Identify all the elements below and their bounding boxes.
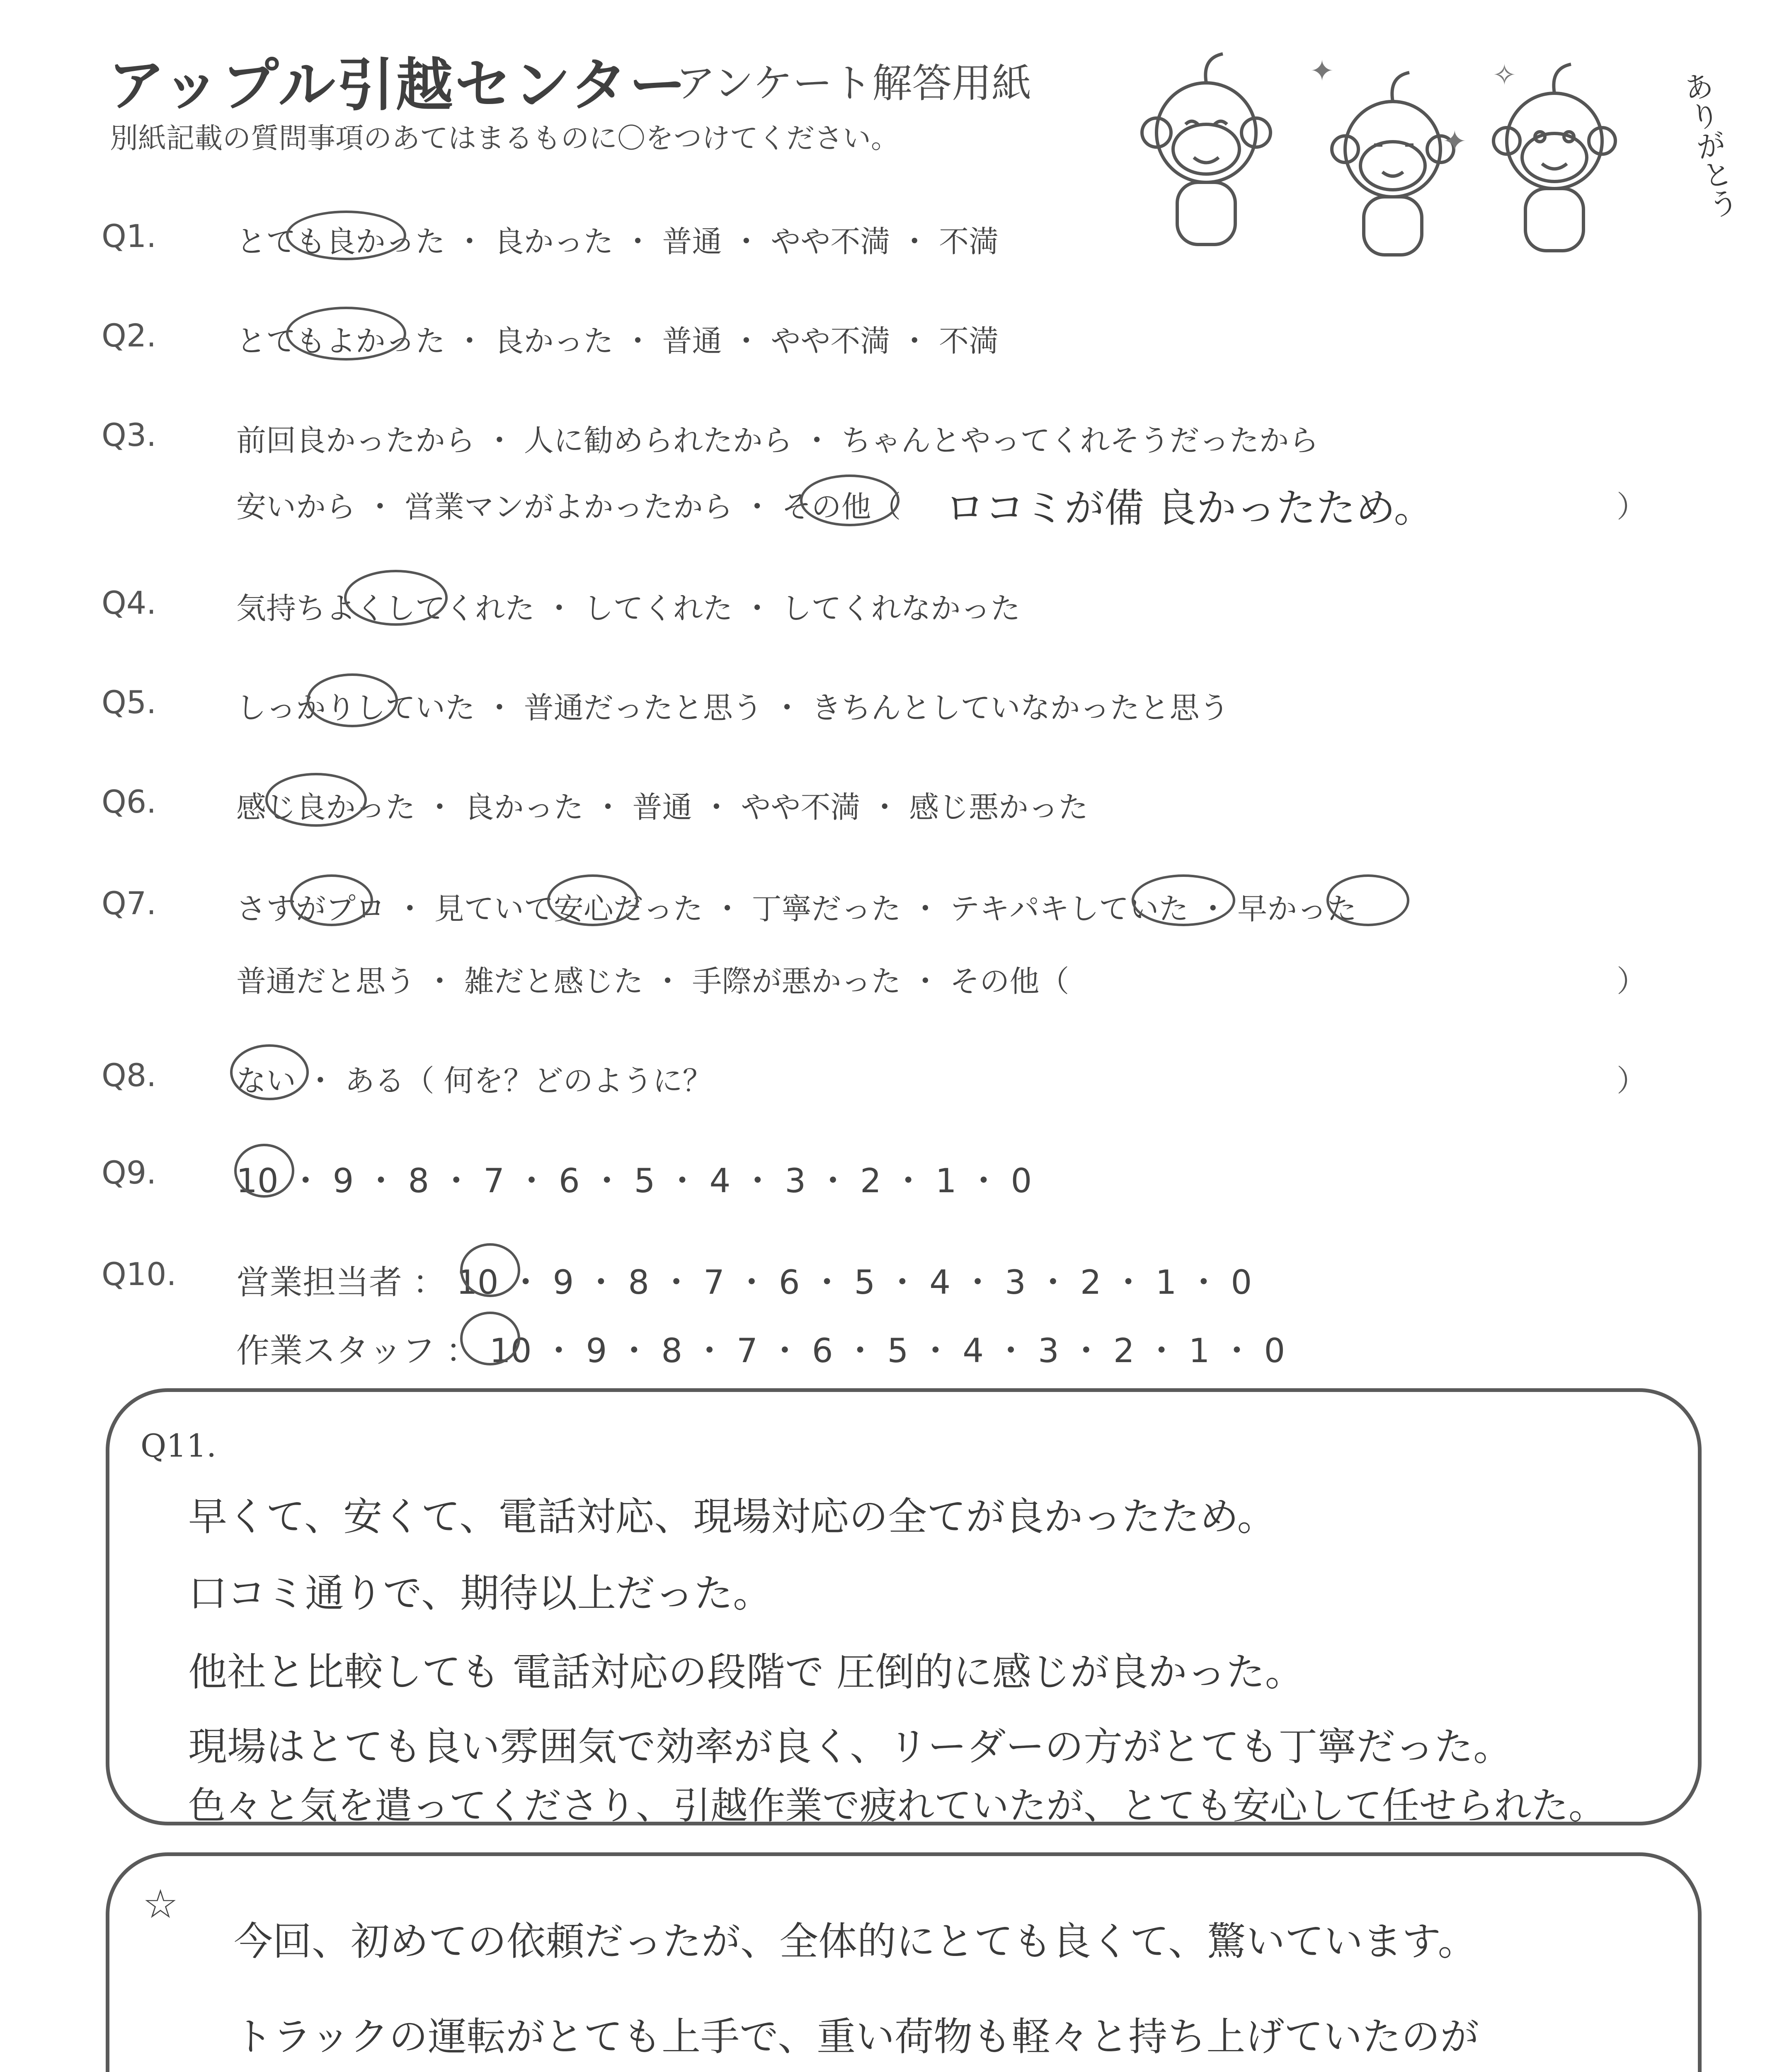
q10-sales-scale[interactable]: 営業担当者 ： 10 ・ 9 ・ 8 ・ 7 ・ 6 ・ 5 ・ 4 ・ 3 ・ 2 ・ 1 ・ 0 (236, 1263, 1252, 1302)
q9-label: Q9. (102, 1154, 157, 1191)
q11-line-1: 早くて、安くて、電話対応、現場対応の全てが良かったため。 (188, 1494, 1276, 1539)
q8-close-paren: ） (1617, 1063, 1647, 1098)
q7-options-line1[interactable]: さすがプロ ・ 見ていて安心だった ・ 丁寧だった ・ テキパキしていた ・ 早かった (236, 891, 1357, 926)
q7-options-line2[interactable]: 普通だと思う ・ 雑だと感じた ・ 手際が悪かった ・ その他（ (236, 964, 1069, 999)
answer-circle (265, 773, 367, 827)
q11-line-2: 口コミ通りで、期待以上だった。 (188, 1571, 772, 1616)
q1-options[interactable]: とても良かった ・ 良かった ・ 普通 ・ やや不満 ・ 不満 (236, 224, 999, 259)
q10-staff-scale[interactable]: 作業スタッフ ： 10 ・ 9 ・ 8 ・ 7 ・ 6 ・ 5 ・ 4 ・ 3 ・ 2 ・ 1 ・ 0 (236, 1331, 1285, 1370)
q1-label: Q1. (102, 218, 157, 254)
form-subtitle: アンケート解答用紙 (676, 60, 1032, 107)
q5-label: Q5. (102, 684, 157, 721)
answer-circle (286, 211, 406, 260)
q2-options[interactable]: とてもよかった ・ 良かった ・ 普通 ・ やや不満 ・ 不満 (236, 324, 999, 358)
answer-circle (800, 474, 899, 526)
answer-circle (547, 874, 638, 926)
q7-label: Q7. (102, 885, 157, 922)
q4-label: Q4. (102, 584, 157, 621)
answer-circle (1132, 874, 1235, 926)
q7-close-paren: ） (1617, 964, 1647, 999)
q10-label: Q10. (102, 1256, 177, 1293)
sparkle-icon: ✦ (1310, 54, 1334, 88)
company-title: アップル引越センター (108, 52, 688, 119)
q6-options[interactable]: 感じ良かった ・ 良かった ・ 普通 ・ やや不満 ・ 感じ悪かった (236, 790, 1089, 825)
q11-line-5: 色々と気を遣ってくださり、引越作業で疲れていたが、とても安心して任せられた。 (188, 1784, 1606, 1828)
answer-circle (230, 1044, 309, 1100)
answer-circle (307, 673, 398, 727)
q3-close-paren: ） (1617, 489, 1647, 524)
answer-circle (1326, 874, 1409, 926)
q3-options-line2[interactable]: 安いから ・ 営業マンがよかったから ・ その他（ (236, 489, 901, 524)
answer-circle (286, 307, 406, 361)
q3-other-handwritten: ロコミが備 良かったため。 (945, 485, 1434, 531)
thanks-text: ありがとう (1676, 68, 1741, 222)
q6-label: Q6. (102, 783, 157, 820)
answer-circle (460, 1243, 520, 1297)
instruction-text: 別紙記載の質問事項のあてはまるものに〇をつけてください。 (110, 122, 899, 155)
q8-label: Q8. (102, 1057, 157, 1094)
sparkle-icon: ✧ (1492, 58, 1517, 92)
sparkle-icon: ✦ (1443, 124, 1467, 158)
q8-options[interactable]: ない ・ ある（ 何を？どのように？ (236, 1063, 713, 1098)
q3-options-line1[interactable]: 前回良かったから ・ 人に勧められたから ・ ちゃんとやってくれそうだったから (236, 423, 1319, 458)
answer-circle (290, 874, 373, 926)
q11-label: Q11. (141, 1427, 217, 1464)
answer-circle (460, 1312, 520, 1365)
q4-options[interactable]: 気持ちよくしてくれた ・ してくれた ・ してくれなかった (236, 591, 1021, 626)
comment-line-2: トラックの運転がとても上手で、重い荷物も軽々と持ち上げていたのが (234, 2014, 1479, 2060)
q11-comment-box (106, 1388, 1702, 1828)
q5-options[interactable]: しっかりしていた ・ 普通だったと思う ・ きちんとしていなかったと思う (236, 690, 1229, 725)
q3-label: Q3. (102, 416, 157, 453)
comment-line-1: 今回、初めての依頼だったが、全体的にとても良くて、驚いています。 (234, 1919, 1477, 1964)
q2-label: Q2. (102, 317, 157, 354)
mascot-illustration (1119, 46, 1679, 278)
q11-line-4: 現場はとても良い雰囲気で効率が良く、リーダーの方がとても丁寧だった。 (188, 1724, 1513, 1769)
answer-circle (234, 1144, 294, 1198)
free-comment-box (106, 1852, 1702, 2072)
q9-scale[interactable]: 10 ・ 9 ・ 8 ・ 7 ・ 6 ・ 5 ・ 4 ・ 3 ・ 2 ・ 1 ・ 0 (236, 1162, 1032, 1200)
answer-circle (344, 570, 448, 626)
q11-line-3: 他社と比較しても 電話対応の段階で 圧倒的に感じが良かった。 (188, 1650, 1304, 1695)
star-icon: ☆ (143, 1881, 179, 1927)
